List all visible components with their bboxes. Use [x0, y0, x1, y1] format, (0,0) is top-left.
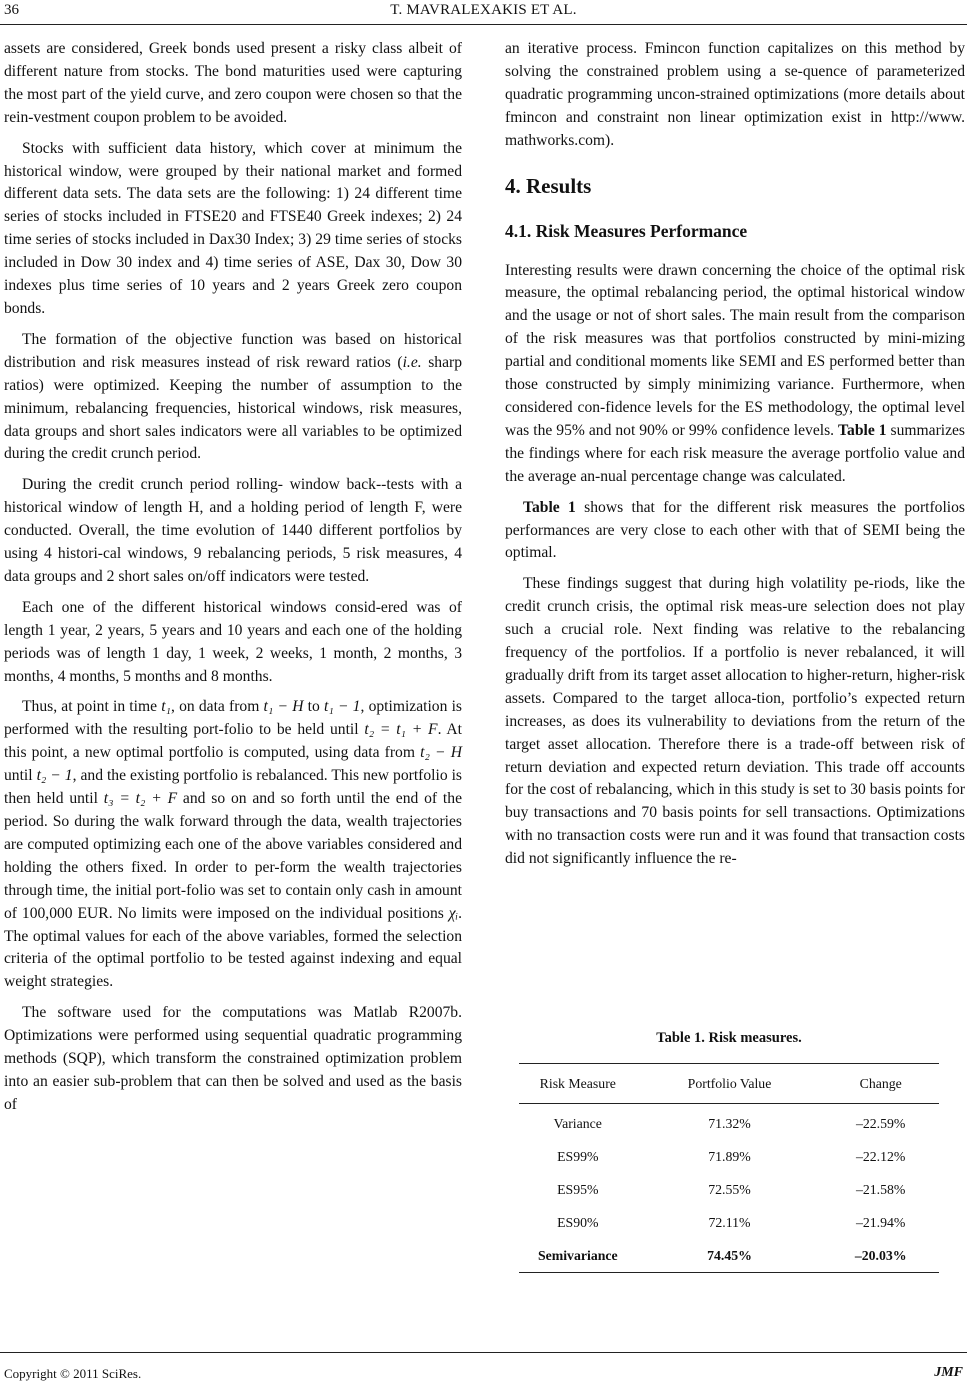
- risk-measures-table: [519, 1063, 939, 1273]
- right-paragraph-1: an iterative process. Fmincon function capitalizes on this method by solving the constrained problem using a se-quence of parameterized quadratic programming uncon-strained optimizations (more details about fmincon and constraint non linear optimization exist in http://www. mathworks.com).: [505, 40, 965, 149]
- table-row-optimal: [519, 1239, 939, 1273]
- header-risk-measure: Risk Measure: [519, 1064, 637, 1104]
- section-heading: 4. Results: [505, 173, 592, 198]
- cell-risk-measure: ES99%: [557, 1148, 599, 1164]
- right-paragraph-4: These findings suggest that during high volatility pe-riods, like the credit crunch crisis, the optimal risk meas-ure selection does not play such a crucial role. Next finding was relative to the rebalancing frequency of the portfolios. If a portfolio is never rebalanced, it will gradually drift from its target asset allocation to higher-return, higher-risk assets. Compared to the target alloca-tion, portfolio’s expected return increases, as does its vulnerability to deviations from the return of the target asset allocation. Therefore there is a trade-off between risk of return deviation and expected return deviation. This trade off accounts for the cost of rebalancing, which in this study is set to 30 basis points for buy transactions and 70 basis points for sell transactions. Optimizations with no transaction costs were run and it was found that transaction costs did not significantly influence the re-: [505, 575, 965, 868]
- cell-change: –22.12%: [855, 1148, 906, 1164]
- right-paragraph-2: Interesting results were drawn concerning the choice of the optimal risk measure, the optimal rebalancing period, the optimal historical window and the usage or not of short sales. The main result from the comparison of the risk measures was that portfolios constructed by mini-mizing partial and conditional moments like SEMI and ES performed better than those constructed by simply minimizing variance. Furthermore, when considered con-fidence levels for the ES methodology, the optimal level was the 95% and not 90% or 99% confidence levels. Table 1 summarizes the findings where for each risk measure the average portfolio value and the average an-nual percentage change was calculated.: [505, 261, 966, 485]
- page-number: 36: [4, 2, 19, 18]
- math-t1-minus-1: t₁ − 1: [324, 698, 361, 716]
- cell-change: –21.94%: [855, 1214, 906, 1230]
- header-rule: [0, 24, 967, 25]
- table-row: [519, 1140, 939, 1173]
- cell-portfolio-value: 71.89%: [708, 1148, 751, 1164]
- left-paragraph-2: Stocks with sufficient data history, which cover at minimum the historical window, were grouped by their national market and formed different data sets. The data sets are the following: 1) 24 different time series of stocks included in FTSE20 and FTSE40 Greek indexes; 2) 24 time series of stocks included in Dax30 Index; 3) 29 time series of stocks included in Dow 30 index and 4) time series of ASE, Dax 30, Dow 30 indexes plus time series of 10 years and 2 years Greek zero coupon bonds.: [4, 139, 462, 317]
- cell-portfolio-value: 72.55%: [708, 1181, 751, 1197]
- table-1: [519, 1030, 939, 1273]
- cell-portfolio-value: 71.32%: [708, 1115, 751, 1131]
- cell-change: –21.58%: [855, 1181, 906, 1197]
- page-header: [0, 0, 967, 26]
- math-t3-def: t₃ = t₂ + F: [103, 790, 178, 808]
- table-reference: Table 1: [523, 498, 576, 516]
- left-paragraph-4: During the credit crunch period rolling- window back--tests with a historical window of length H, and a holding period of length F, were conducted. Overall, the time evolution of 1440 different portfolios by using 4 histori-cal windows, 9 rebalancing periods, 5 risk measures, 4 data groups and 2 short sales on/off indicators were tested.: [4, 476, 462, 585]
- footer-rule: [0, 1352, 967, 1353]
- table-row: [519, 1104, 939, 1141]
- left-column: [4, 38, 462, 1125]
- table-row: [519, 1206, 939, 1239]
- left-paragraph-1: assets are considered, Greek bonds used present a risky class albeit of different nature from stocks. The bond maturities used were capturing the most part of the yield curve, and zero coupon were chosen so that the rein-vestment coupon problem to be avoided.: [4, 40, 462, 126]
- page-footer: [0, 1352, 967, 1386]
- journal-abbrev: JMF: [934, 1365, 963, 1380]
- running-title: T. MAVRALEXAKIS ET AL.: [390, 2, 577, 18]
- table-header-row: [519, 1064, 939, 1104]
- math-t1: t₁: [161, 698, 171, 716]
- math-t2-minus-1: t₂ − 1: [36, 767, 73, 785]
- left-paragraph-5: Each one of the different historical windows consid-ered was of length 1 year, 2 years, 5 years and 10 years and each one of the holding periods was of length 1 day, 1 week, 2 weeks, 1 month, 2 months, 3 months, 4 months, 5 months and 8 months.: [4, 598, 462, 685]
- left-paragraph-7: The software used for the computations was Matlab R2007b. Optimizations were performed using sequential quadratic programming methods (SQP), which transform the constrained optimization problem into an easier sub-problem that can then be solved and used as the basis of: [4, 1004, 462, 1113]
- left-paragraph-3: The formation of the objective function was based on historical distribution and risk measures instead of risk reward ratios (i.e. sharp ratios) were optimized. Keeping the number of assumption to the minimum, rebalancing frequencies, historical windows, risk measures, data groups and short sales indicators were all variables to be optimized during the credit crunch period.: [4, 330, 462, 463]
- header-change: Change: [822, 1064, 939, 1104]
- cell-portfolio-value: 74.45%: [637, 1239, 823, 1273]
- cell-risk-measure: ES90%: [557, 1214, 599, 1230]
- left-paragraph-6: Thus, at point in time t₁, on data from t₁ − H to t₁ − 1, optimization is performed with the resulting port-folio to be held until t₂ = t₁ + F. At this point, a new optimal portfolio is computed, using data from t₂ − H until t₂ − 1, and the existing portfolio is rebalanced. This new portfolio is then held until t₃ = t₂ + F and so on and so forth until the end of the period. So during the walk forward through the data, wealth trajectories are computed optimizing each one of the above variables considered and holding the others fixed. In order to per-form the wealth trajectories through time, the initial port-folio was set to contain only cash in amount of 100,000 EUR. No limits were imposed on the individual positions χᵢ. The optimal values for each of the above variables, formed the selection criteria of the optimal portfolio to be tested against indexing and equal weight strategies.: [4, 698, 463, 991]
- cell-change: –22.59%: [855, 1115, 906, 1131]
- table-caption: Table 1. Risk measures.: [656, 1030, 802, 1046]
- math-t2-minus-h: t₂ − H: [420, 744, 462, 762]
- cell-risk-measure: Semivariance: [519, 1239, 637, 1273]
- table-row: [519, 1173, 939, 1206]
- subsection-heading: 4.1. Risk Measures Performance: [505, 220, 748, 241]
- math-chi-i: χᵢ: [448, 904, 459, 922]
- right-paragraph-3: Table 1 shows that for the different risk measures the portfolios performances are very close to each other with that of SEMI being the optimal.: [505, 498, 965, 562]
- cell-risk-measure: ES95%: [557, 1181, 599, 1197]
- cell-risk-measure: Variance: [553, 1115, 602, 1131]
- math-t1-minus-h: t₁ − H: [263, 698, 304, 716]
- right-column: [505, 38, 965, 879]
- math-t2-def: t₂ = t₁ + F: [364, 721, 438, 739]
- header-portfolio-value: Portfolio Value: [637, 1064, 823, 1104]
- cell-portfolio-value: 72.11%: [708, 1214, 751, 1230]
- table-reference: Table 1: [838, 421, 887, 439]
- copyright-notice: Copyright © 2011 SciRes.: [4, 1366, 142, 1381]
- cell-change: –20.03%: [822, 1239, 939, 1273]
- ie-abbrev: i.e.: [402, 353, 422, 371]
